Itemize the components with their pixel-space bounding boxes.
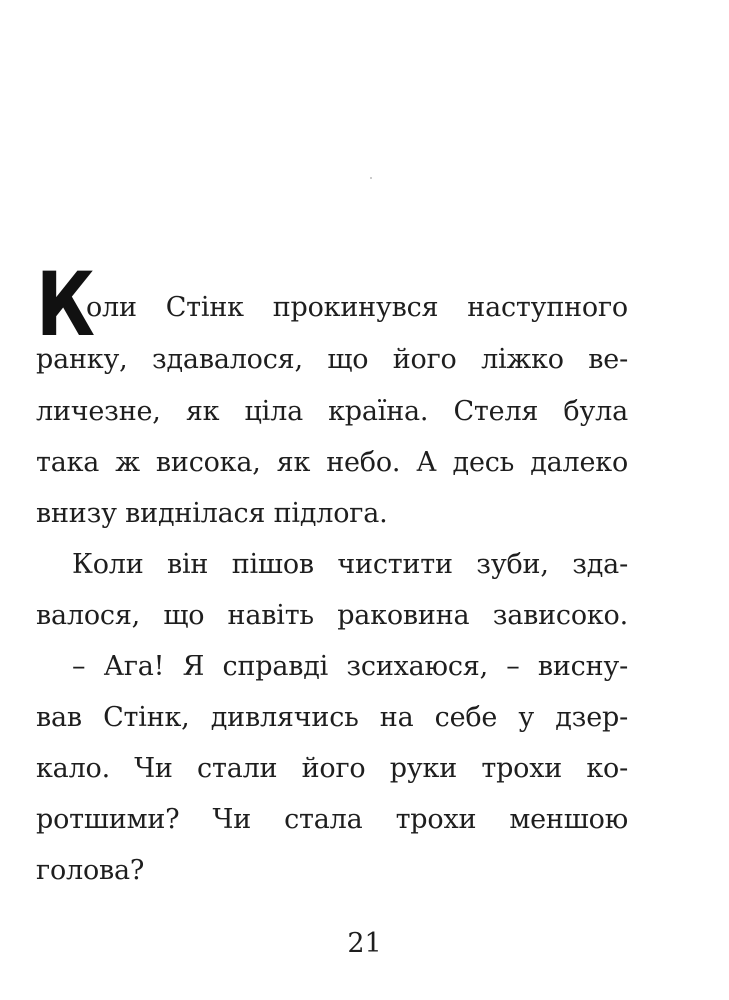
text-line-3: личезне, як ціла країна. Стеля була xyxy=(36,396,628,427)
text-line-1: оли Стінк прокинувся наступного xyxy=(86,292,628,323)
text-line-10: кало. Чи стали його руки трохи ко- xyxy=(36,753,628,784)
text-line-6: Коли він пішов чистити зуби, зда- xyxy=(72,549,628,580)
drop-cap: К xyxy=(36,253,95,356)
text-line-9: вав Стінк, дивлячись на себе у дзер- xyxy=(36,702,628,733)
text-line-5: внизу виднілася підлога. xyxy=(36,498,388,529)
text-line-7: валося, що навіть раковина зависоко. xyxy=(36,600,628,631)
text-line-11: ротшими? Чи стала трохи меншою xyxy=(36,804,628,835)
text-line-4: така ж висока, як небо. А десь далеко xyxy=(36,447,628,478)
text-line-2: ранку, здавалося, що його ліжко ве- xyxy=(36,344,628,375)
text-line-8: – Ага! Я справді зсихаюся, – висну- xyxy=(72,651,628,682)
page-number: 21 xyxy=(347,928,382,959)
print-speck xyxy=(370,177,372,179)
text-line-12: голова? xyxy=(36,855,145,886)
